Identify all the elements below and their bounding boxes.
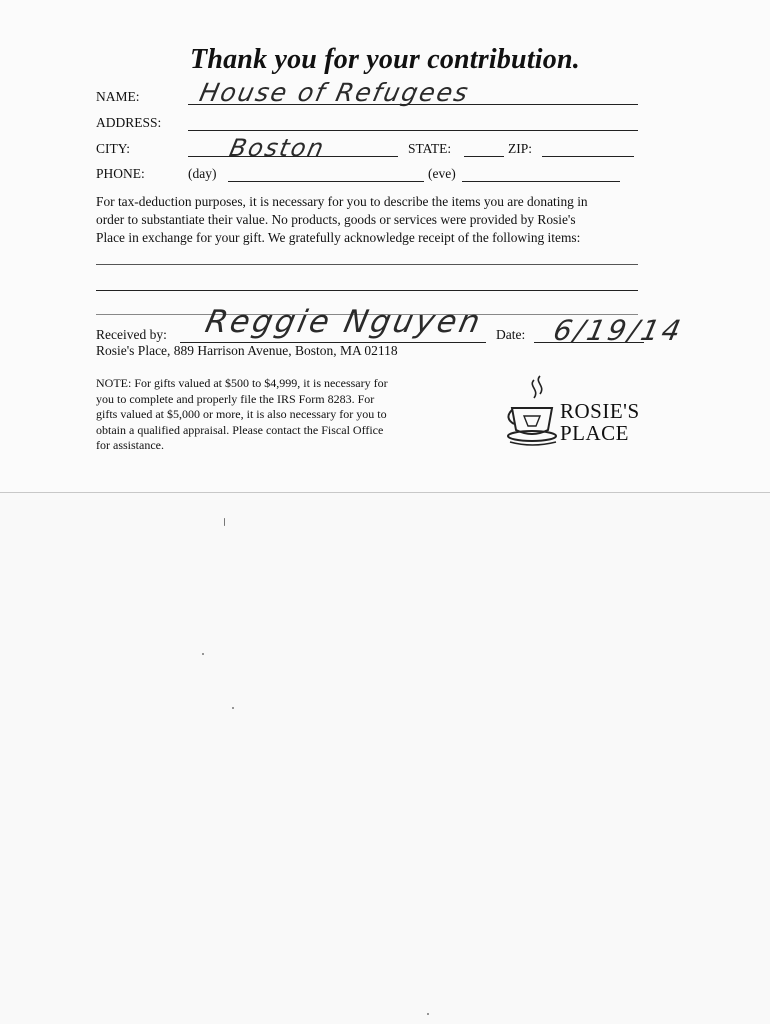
phone-day-label: (day) [188, 166, 217, 181]
note-line: gifts valued at $5,000 or more, it is also necessary for you to [96, 407, 387, 421]
scan-speck [224, 518, 225, 526]
tax-deduction-paragraph [96, 193, 686, 247]
organization-address: Rosie's Place, 889 Harrison Avenue, Boston, MA 02118 [96, 343, 398, 358]
teacup-icon [506, 374, 562, 452]
note-paragraph [96, 376, 458, 454]
paragraph-line: Place in exchange for your gift. We gratefully acknowledge receipt of the following items: [96, 230, 581, 245]
page-title: Thank you for your contribution. [190, 44, 580, 75]
blank-page-area [0, 493, 770, 1024]
phone-label: PHONE: [96, 166, 145, 181]
logo-wordmark [560, 400, 640, 444]
scan-speck [427, 1013, 429, 1015]
date-handwritten: 6/19/14 [550, 314, 687, 347]
note-line: NOTE: For gifts valued at $500 to $4,999, it is necessary for [96, 376, 388, 390]
note-line: obtain a qualified appraisal. Please contact the Fiscal Office [96, 422, 384, 437]
state-line [464, 156, 504, 157]
phone-day-line [228, 181, 424, 182]
zip-line [542, 156, 634, 157]
note-line: for assistance. [96, 438, 164, 452]
logo-line-1: ROSIE'S [560, 399, 640, 423]
date-label: Date: [496, 327, 526, 342]
scan-speck [202, 653, 204, 655]
phone-eve-label: (eve) [428, 166, 456, 181]
paragraph-line: order to substantiate their value. No products, goods or services were provided by Rosie's [96, 212, 576, 227]
rosies-place-logo [506, 374, 676, 454]
paragraph-line: For tax-deduction purposes, it is necessary for you to describe the items you are donating in [96, 194, 588, 209]
phone-eve-line [462, 181, 620, 182]
signature-handwritten: Reggie Nguyen [202, 304, 486, 340]
address-label: ADDRESS: [96, 115, 162, 130]
zip-label: ZIP: [508, 141, 533, 156]
state-label: STATE: [408, 141, 452, 156]
city-label: CITY: [96, 141, 131, 156]
items-line-2 [96, 290, 638, 291]
city-handwritten: Boston [227, 134, 328, 162]
name-handwritten: House of Refugees [196, 78, 473, 107]
logo-line-2: PLACE [560, 421, 630, 445]
address-line [188, 130, 638, 131]
note-line: you to complete and properly file the IRS Form 8283. For [96, 391, 375, 406]
received-by-label: Received by: [96, 327, 167, 342]
name-label: NAME: [96, 89, 140, 104]
items-line-1 [96, 264, 638, 265]
scan-speck [232, 707, 234, 709]
donation-receipt [0, 0, 770, 493]
